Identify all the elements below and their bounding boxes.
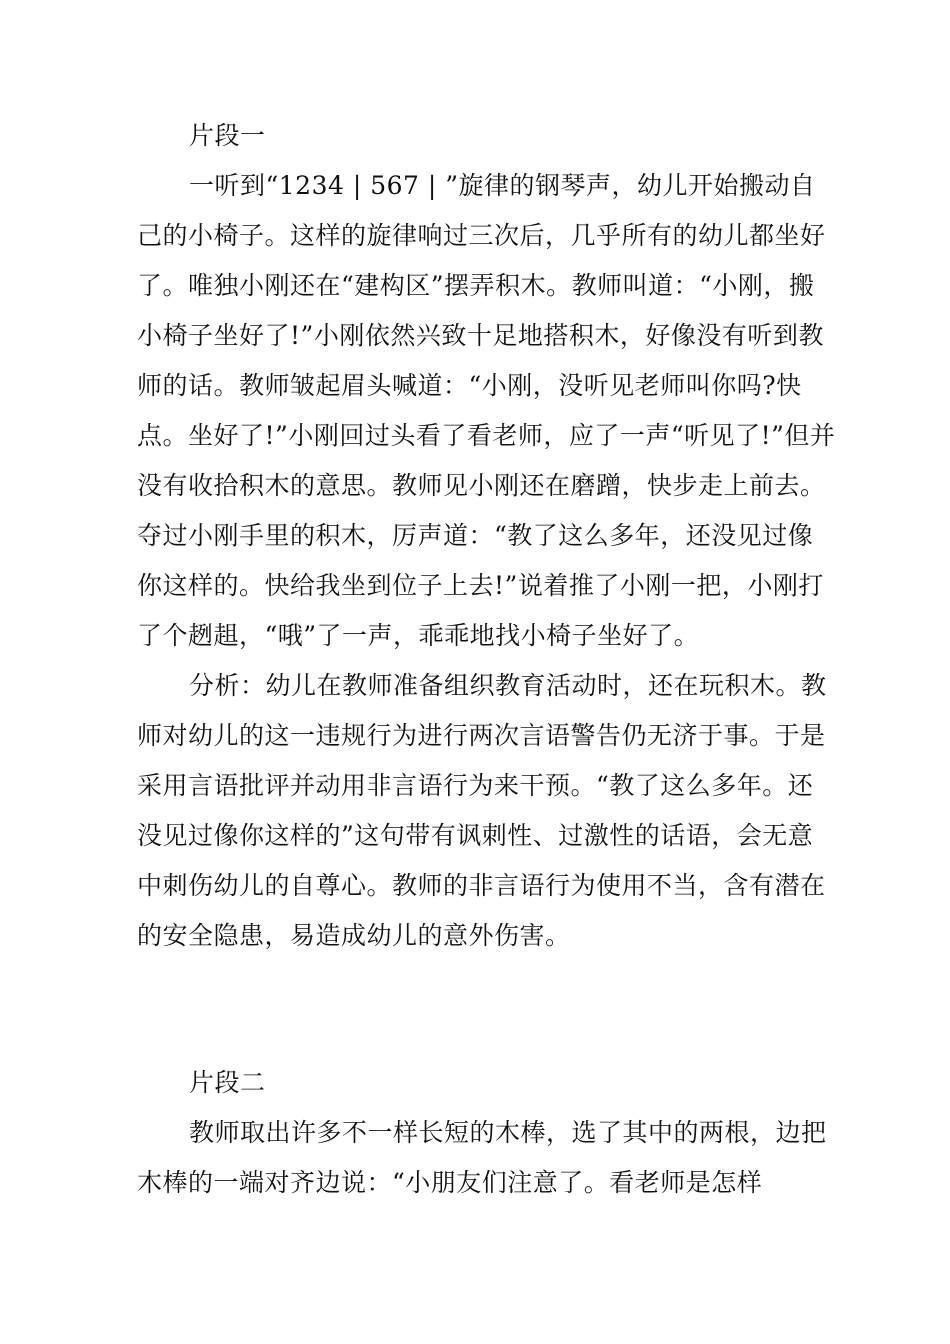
- section-two: [137, 1058, 837, 1208]
- section-one-analysis: 分析：幼儿在教师准备组织教育活动时，还在玩积木。教师对幼儿的这一违规行为进行两次言语警告仍无济于事。于是采用言语批评并动用非言语行为来干预。“教了这么多年。还没见过像你这样的”这句带有讽刺性、过激性的话语，会无意中刺伤幼儿的自尊心。教师的非言语行为使用不当，含有潜在的安全隐患，易造成幼儿的意外伤害。: [137, 671, 827, 950]
- section-one-narrative: 一听到“1234 | 567 | ”旋律的钢琴声，幼儿开始搬动自己的小椅子。这样的旋律响过三次后，几乎所有的幼儿都坐好了。唯独小刚还在“建构区”摆弄积木。教师叫道：“小刚，搬小椅子坐好了!”小刚依然兴致十足地搭积木，好像没有听到教师的话。教师皱起眉头喊道：“小刚，没听见老师叫你吗?快点。坐好了!”小刚回过头看了看老师，应了一声“听见了!”但并没有收拾积木的意思。教师见小刚还在磨蹭，快步走上前去。夺过小刚手里的积木，厉声道：“教了这么多年，还没见过像你这样的。快给我坐到位子上去!”说着推了小刚一把，小刚打了个趔趄，“哦”了一声，乖乖地找小椅子坐好了。: [137, 171, 836, 650]
- section-two-heading: 片段二: [189, 1068, 266, 1097]
- section-one: [137, 111, 837, 961]
- section-two-narrative: 教师取出许多不一样长短的木棒，选了其中的两根，边把木棒的一端对齐边说：“小朋友们注意了。看老师是怎样: [137, 1118, 827, 1197]
- section-one-heading: 片段一: [189, 121, 266, 150]
